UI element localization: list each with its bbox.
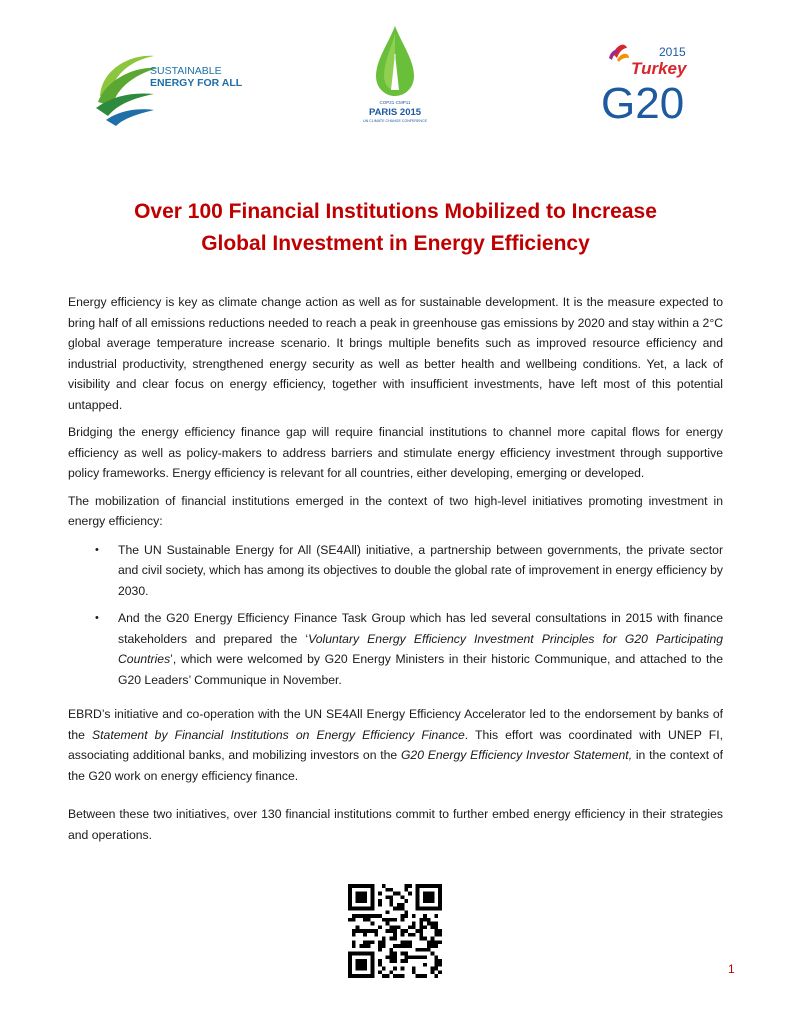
- paragraph-mobilization: The mobilization of financial institutions emerged in the context of two high-level initiatives promoting investment in energy efficiency:: [68, 493, 723, 528]
- bullet-se4all-text: The UN Sustainable Energy for All (SE4All) initiative, a partnership between governments, the private sector and civil society, which has among its objectives to double the global rate of improvement in energy efficiency by 2030.: [118, 542, 723, 598]
- initiatives-list: [68, 540, 723, 691]
- g20-mark: G20: [601, 79, 685, 122]
- cop21-small-text: COP21·CMP11: [379, 100, 411, 105]
- header-logos: [0, 0, 791, 150]
- list-item: [68, 540, 723, 602]
- cop21-main-text: PARIS 2015: [368, 107, 422, 118]
- paragraph-finance-gap: Bridging the energy efficiency finance gap will require financial institutions to channel more capital flows for energy efficiency as well as policy-makers to address barriers and stimulate energy efficiency investment through supportive policy frameworks. Energy efficiency is relevant for all countries, either developing, emerging or developed.: [68, 425, 723, 480]
- investor-statement-title: G20 Energy Efficiency Investor Statement,: [400, 748, 633, 762]
- title-line-1: Over 100 Financial Institutions Mobilized to Increase: [134, 200, 657, 223]
- bullet-g20-text-pre: And the G20 Energy Efficiency Finance Task Group which has led several consultations in 2015 with finance stakeholders and prepared the ‘: [118, 611, 723, 646]
- ebrd-text-pre: EBRD’s initiative and co-operation with the UN SE4All Energy Efficiency Accelerator led to the endorsement by banks of the: [68, 707, 723, 742]
- ebrd-text-post: in the context of the G20 work on energy efficiency finance.: [68, 748, 724, 783]
- paragraph-energy-efficiency-key: Energy efficiency is key as climate change action as well as for sustainable development. It is the measure expected to bring half of all emissions reductions needed to reach a peak in greenhouse gas emissions by 2020 and stay within a 2°C global average temperature increase scenario. It brings multiple benefits such as improved resource efficiency and industrial productivity, strengthened energy security as well as better health and wellbeing conditions. Yet, a lack of visibility and clear focus on energy efficiency, together with insufficient investments, have left most of this potential untapped.: [68, 295, 723, 412]
- list-item: [68, 608, 723, 690]
- document-body: [68, 292, 723, 852]
- page-number: 1: [728, 962, 735, 976]
- bullet-icon: [95, 608, 99, 629]
- qr-code: [348, 884, 442, 978]
- paragraph-ebrd-initiative: [68, 704, 723, 786]
- document-title: [60, 196, 731, 260]
- bullet-g20-principles-title: Voluntary Energy Efficiency Investment Principles for G20 Participating Countries: [118, 631, 723, 666]
- ebrd-text-mid: . This effort was coordinated with UNEP FI, associating additional banks, and mobilizing investors on the: [68, 727, 723, 762]
- g20-turkey-2015-logo: [595, 40, 705, 122]
- g20-year: 2015: [659, 45, 686, 59]
- g20-country: Turkey: [631, 59, 687, 78]
- bullet-icon: [95, 540, 99, 561]
- statement-title: Statement by Financial Institutions on Energy Efficiency Finance: [92, 727, 465, 742]
- bullet-g20-text-post: ’, which were welcomed by G20 Energy Ministers in their historic Communique, and attached to the G20 Leaders’ Communique in November.: [118, 652, 723, 687]
- cop21-paris-2015-logo: [360, 24, 430, 134]
- se4all-line2: ENERGY FOR ALL: [150, 77, 242, 89]
- sustainable-energy-for-all-logo: [92, 46, 242, 126]
- se4all-line1: SUSTAINABLE: [150, 65, 222, 77]
- cop21-sub-text: UN CLIMATE CHANGE CONFERENCE: [362, 119, 428, 123]
- title-line-2: Global Investment in Energy Efficiency: [201, 232, 590, 255]
- paragraph-summary: Between these two initiatives, over 130 financial institutions commit to further embed energy efficiency in their strategies and operations.: [68, 807, 723, 842]
